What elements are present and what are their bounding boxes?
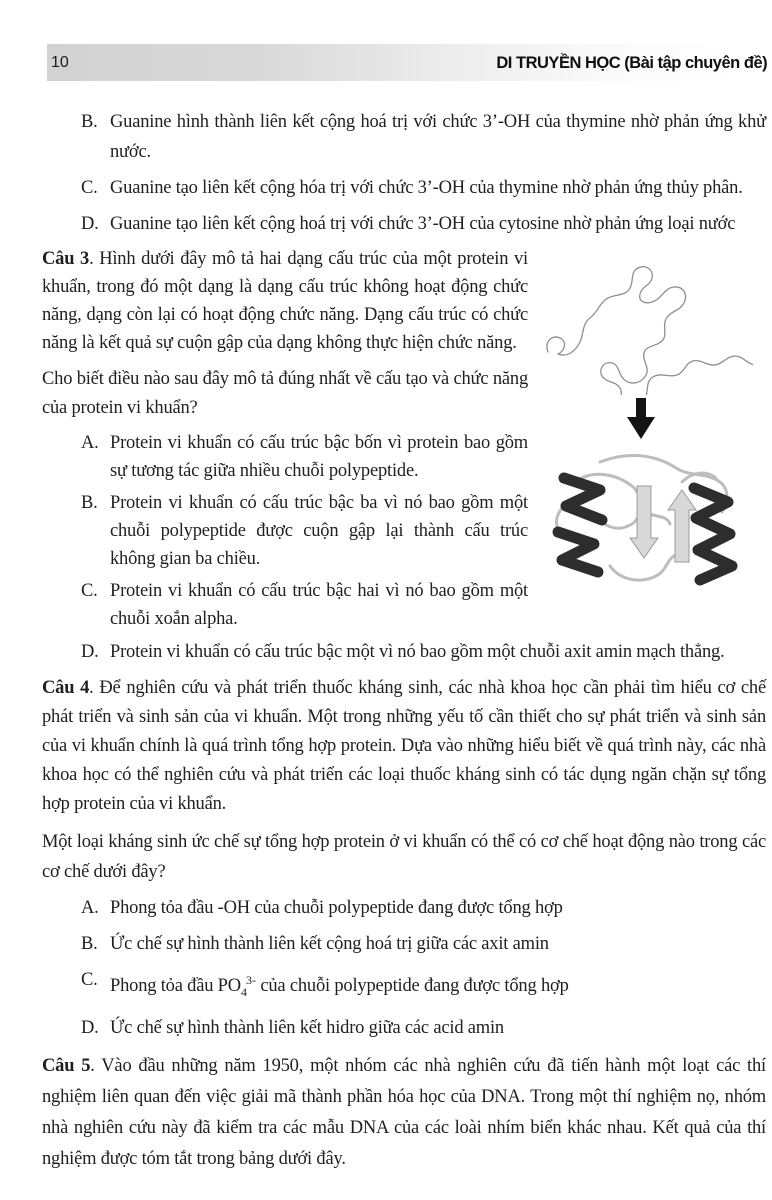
question-3-block bbox=[42, 245, 766, 633]
question-3-prompt: Cho biết điều nào sau đây mô tả đúng nhất về cấu tạo và chức năng của protein vi khuẩn? bbox=[42, 369, 528, 418]
answer-option-c bbox=[81, 173, 766, 203]
option-label: A. bbox=[81, 433, 99, 453]
option-text: Protein vi khuẩn có cấu trúc bậc hai vì nó bao gồm một chuỗi xoắn alpha. bbox=[110, 581, 528, 629]
page-content bbox=[42, 81, 766, 1175]
answer-option-d bbox=[81, 637, 766, 667]
option-label: D. bbox=[81, 214, 99, 234]
option-text bbox=[110, 965, 766, 1007]
answer-option-b bbox=[81, 929, 766, 959]
option-text: Protein vi khuẩn có cấu trúc bậc bốn vì protein bao gồm sự tương tác giữa nhiều chuỗi polypeptide. bbox=[110, 433, 528, 481]
option-text: Protein vi khuẩn có cấu trúc bậc ba vì nó bao gồm một chuỗi polypeptide được cuộn gập lại thành cấu trúc không gian ba chiều. bbox=[110, 493, 528, 569]
option-label: B. bbox=[81, 934, 98, 954]
option-text: Guanine tạo liên kết cộng hóa trị với chức 3’-OH của thymine nhờ phản ứng thủy phân. bbox=[110, 178, 743, 198]
question-5-label: Câu 5 bbox=[42, 1055, 91, 1076]
answer-option-a bbox=[81, 429, 528, 485]
answer-option-b bbox=[81, 489, 528, 573]
question-4-paragraph bbox=[42, 674, 766, 819]
question-5-paragraph bbox=[42, 1051, 766, 1175]
page-header-title: DI TRUYỀN HỌC (Bài tập chuyên đề) bbox=[496, 52, 767, 72]
question-4-options bbox=[42, 893, 766, 1043]
option-text-post: của chuỗi polypeptide đang được tổng hợp bbox=[255, 976, 569, 997]
option-label: A. bbox=[81, 898, 99, 918]
option-text: Ức chế sự hình thành liên kết hidro giữa các acid amin bbox=[110, 1017, 504, 1038]
option-label: C. bbox=[81, 581, 98, 601]
answer-option-c bbox=[81, 577, 528, 633]
question-3-option-d-row bbox=[42, 637, 766, 667]
page-number: 10 bbox=[51, 53, 69, 71]
down-arrow-icon bbox=[624, 398, 658, 440]
question-4-intro-text: . Để nghiên cứu và phát triển thuốc kháng sinh, các nhà khoa học cần phải tìm hiểu cơ chế phát triển và sinh sản của vi khuẩn. Một trong những yếu tố cần thiết cho sự phát triển và sinh sản của vi khuẩn chính là quá trình tổng hợp protein. Dựa vào những hiểu biết về quá trình này, các nhà khoa học có thể nghiên cứu và phát triển các loại thuốc kháng sinh có tác dụng ngăn chặn sự tổng hợp protein của vi khuẩn. bbox=[42, 678, 766, 814]
answer-option-d bbox=[81, 209, 766, 239]
option-text: Protein vi khuẩn có cấu trúc bậc một vì nó bao gồm một chuỗi axit amin mạch thẳng. bbox=[110, 642, 725, 662]
option-text: Ức chế sự hình thành liên kết cộng hoá trị giữa các axit amin bbox=[110, 934, 549, 954]
question-5-text: . Vào đầu những năm 1950, một nhóm các nhà nghiên cứu đã tiến hành một loạt các thí nghiệm liên quan đến việc giải mã thành phần hóa học của DNA. Trong một thí nghiệm nọ, nhóm nhà nghiên cứu này đã kiểm tra các mẫu DNA của các loài nhím biển khác nhau. Kết quả của thí nghiệm được tóm tắt trong bảng dưới đây. bbox=[42, 1055, 766, 1169]
option-text-pre: Phong tỏa đầu PO bbox=[110, 976, 241, 997]
unfolded-protein-illustration bbox=[538, 249, 753, 395]
option-label: B. bbox=[81, 112, 98, 132]
option-label: B. bbox=[81, 493, 98, 513]
folded-protein-illustration bbox=[542, 444, 738, 602]
option-label: D. bbox=[81, 1017, 99, 1038]
option-label: C. bbox=[81, 178, 98, 198]
question-2-options bbox=[42, 107, 766, 239]
option-label: D. bbox=[81, 642, 99, 662]
answer-option-c bbox=[81, 965, 766, 1007]
question-4-label: Câu 4 bbox=[42, 678, 90, 698]
question-3-intro-text: . Hình dưới đây mô tả hai dạng cấu trúc của một protein vi khuẩn, trong đó một dạng là dạng cấu trúc không hoạt động chức năng, dạng còn lại có hoạt động chức năng. Dạng cấu trúc có chức năng là kết quả sự cuộn gập của dạng không thực hiện chức năng. bbox=[42, 249, 528, 353]
option-label: C. bbox=[81, 970, 98, 990]
answer-option-b bbox=[81, 107, 766, 167]
protein-structure-figure bbox=[538, 249, 766, 602]
answer-option-d bbox=[81, 1013, 766, 1043]
option-text: Guanine tạo liên kết cộng hoá trị với chức 3’-OH của cytosine nhờ phản ứng loại nước bbox=[110, 214, 736, 234]
chemical-subscript: 4 bbox=[240, 984, 247, 999]
option-text: Guanine hình thành liên kết cộng hoá trị với chức 3’-OH của thymine nhờ phản ứng khử nước. bbox=[110, 112, 766, 162]
chemical-superscript: 3- bbox=[245, 973, 256, 987]
option-text: Phong tỏa đầu -OH của chuỗi polypeptide đang được tổng hợp bbox=[110, 898, 563, 918]
question-4-prompt: Một loại kháng sinh ức chế sự tổng hợp protein ở vi khuẩn có thể có cơ chế hoạt động nào trong các cơ chế dưới đây? bbox=[42, 832, 766, 882]
page-header-bar bbox=[47, 44, 772, 81]
answer-option-a bbox=[81, 893, 766, 923]
question-3-label: Câu 3 bbox=[42, 249, 90, 269]
